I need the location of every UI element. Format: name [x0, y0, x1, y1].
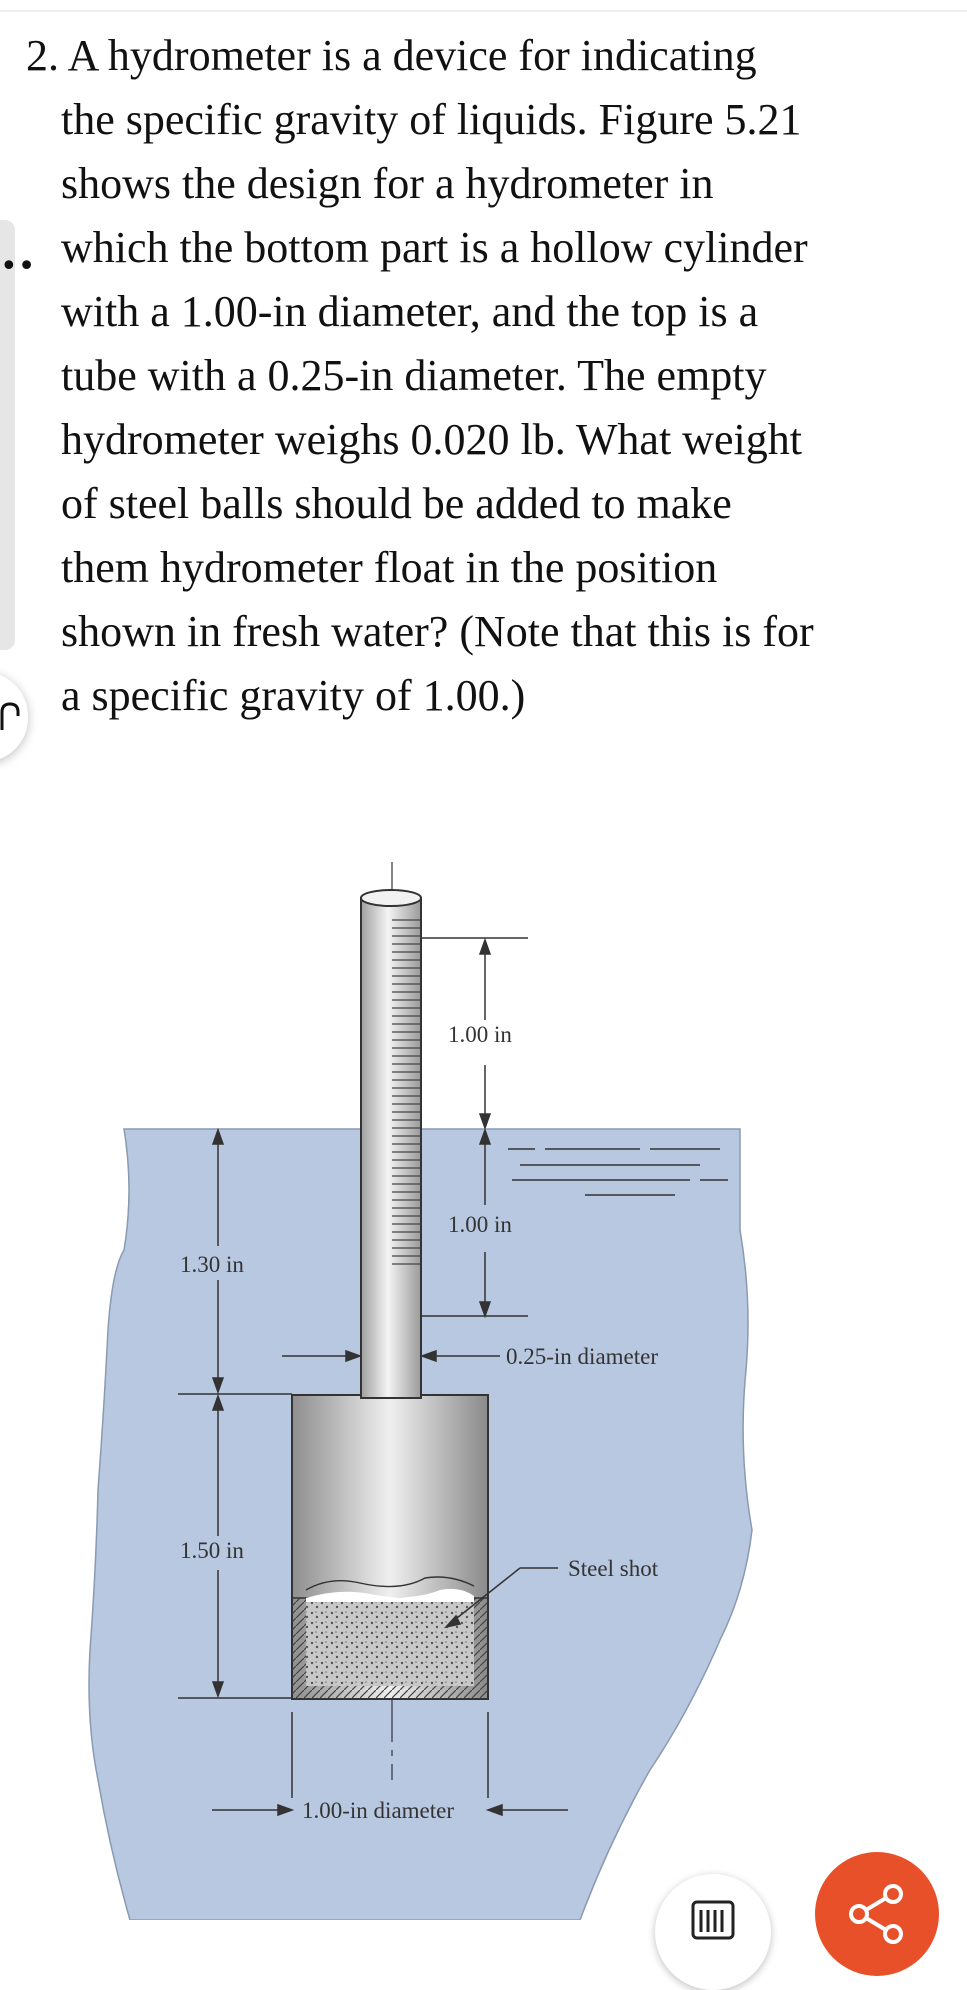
- question-line: hydrometer weighs 0.020 lb. What weight: [61, 415, 802, 464]
- top-divider: [0, 10, 967, 12]
- question-line: them hydrometer float in the position: [61, 543, 718, 592]
- question-line: tube with a 0.25-in diameter. The empty: [61, 351, 767, 400]
- label-steel-shot: Steel shot: [568, 1556, 659, 1581]
- question-line: shows the design for a hydrometer in: [61, 159, 714, 208]
- side-button[interactable]: [0, 672, 28, 762]
- question-line: shown in fresh water? (Note that this is for: [61, 607, 814, 656]
- label-top-tube: 1.00 in: [448, 1022, 512, 1047]
- hook-icon: [0, 702, 22, 732]
- label-submerged-tube: 1.00 in: [448, 1212, 512, 1237]
- upper-tube: [361, 898, 421, 1398]
- label-cylinder-diameter: 1.00-in diameter: [302, 1798, 455, 1823]
- more-dots-icon[interactable]: ••: [0, 249, 36, 284]
- question-text: [26, 24, 926, 728]
- question-line: a specific gravity of 1.00.): [61, 671, 526, 720]
- hydrometer-figure: [0, 850, 967, 1920]
- share-icon: [845, 1882, 909, 1946]
- side-panel[interactable]: [0, 220, 15, 650]
- question-line: with a 1.00-in diameter, and the top is a: [61, 287, 759, 336]
- label-tube-diameter: 0.25-in diameter: [506, 1344, 659, 1369]
- label-lower-height: 1.50 in: [180, 1538, 244, 1563]
- label-upper-height: 1.30 in: [180, 1252, 244, 1277]
- list-icon: [691, 1898, 735, 1942]
- list-button[interactable]: [655, 1874, 771, 1990]
- hydrometer-diagram: [0, 850, 967, 1920]
- question-line: 2. A hydrometer is a device for indicating: [26, 31, 757, 80]
- question-line: which the bottom part is a hollow cylinder: [61, 223, 808, 272]
- question-line: the specific gravity of liquids. Figure 5.21: [61, 95, 802, 144]
- steel-shot: [306, 1602, 474, 1686]
- question-line: of steel balls should be added to make: [61, 479, 732, 528]
- share-button[interactable]: [815, 1852, 939, 1976]
